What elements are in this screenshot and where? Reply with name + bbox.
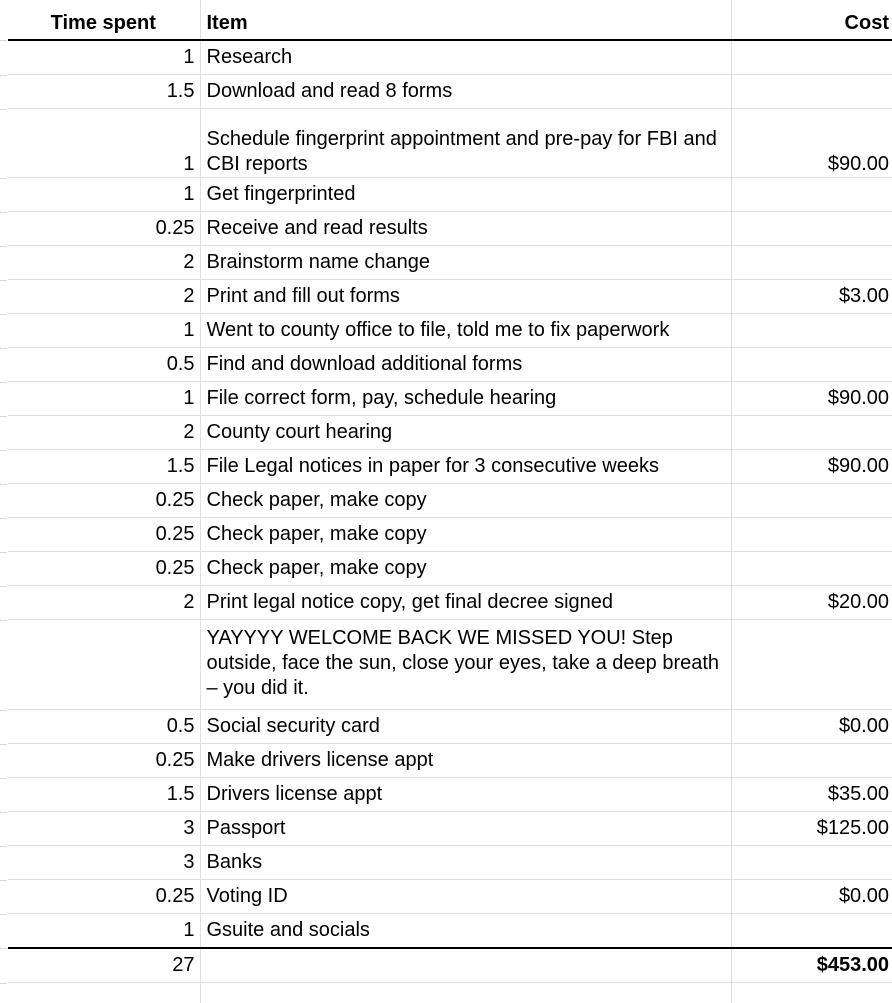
header-row <box>8 8 892 40</box>
item-cell[interactable]: Drivers license appt <box>200 778 731 812</box>
item-cell[interactable]: Print legal notice copy, get final decree signed <box>200 586 731 620</box>
item-cell[interactable]: Brainstorm name change <box>200 246 731 280</box>
row-tick <box>0 212 7 213</box>
item-cell[interactable]: File correct form, pay, schedule hearing <box>200 382 731 416</box>
cost-cell[interactable]: $35.00 <box>731 778 892 812</box>
row-tick <box>0 416 7 417</box>
table-row <box>8 812 892 846</box>
cost-cell[interactable] <box>731 914 892 949</box>
time-cell[interactable]: 2 <box>8 280 200 314</box>
time-cell[interactable]: 0.25 <box>8 212 200 246</box>
table-row <box>8 348 892 382</box>
header-item[interactable]: Item <box>200 8 731 40</box>
time-cell[interactable]: 1 <box>8 178 200 212</box>
row-tick <box>0 983 7 984</box>
total-cost-cell[interactable]: $453.00 <box>731 948 892 983</box>
row-tick <box>0 40 7 41</box>
item-cell[interactable]: Voting ID <box>200 880 731 914</box>
cost-cell[interactable] <box>731 40 892 75</box>
cost-cell[interactable] <box>731 246 892 280</box>
time-cell[interactable]: 1 <box>8 314 200 348</box>
time-cell[interactable]: 0.25 <box>8 484 200 518</box>
time-cell[interactable]: 2 <box>8 586 200 620</box>
table-row <box>8 382 892 416</box>
table-row <box>8 586 892 620</box>
time-cell[interactable]: 2 <box>8 416 200 450</box>
total-row <box>8 948 892 983</box>
row-tick <box>0 812 7 813</box>
row-tick <box>0 948 7 949</box>
item-cell[interactable]: Banks <box>200 846 731 880</box>
cost-cell[interactable] <box>731 178 892 212</box>
empty-cell[interactable] <box>8 983 200 1003</box>
cost-cell[interactable]: $90.00 <box>731 450 892 484</box>
cost-cell[interactable] <box>731 744 892 778</box>
item-cell[interactable]: Went to county office to file, told me to fix paperwork <box>200 314 731 348</box>
table-row <box>8 846 892 880</box>
item-cell[interactable]: Schedule fingerprint appointment and pre-pay for FBI and CBI reports <box>200 109 731 178</box>
table-row <box>8 778 892 812</box>
table-row <box>8 710 892 744</box>
row-gutter <box>0 0 8 988</box>
row-tick <box>0 450 7 451</box>
cost-cell[interactable]: $20.00 <box>731 586 892 620</box>
item-cell[interactable]: Gsuite and socials <box>200 914 731 949</box>
row-tick <box>0 518 7 519</box>
row-tick <box>0 778 7 779</box>
row-tick <box>0 552 7 553</box>
table-row <box>8 109 892 178</box>
row-tick <box>0 586 7 587</box>
cost-cell[interactable] <box>731 620 892 710</box>
table-row <box>8 484 892 518</box>
item-cell[interactable]: Receive and read results <box>200 212 731 246</box>
table-row <box>8 880 892 914</box>
row-tick <box>0 914 7 915</box>
row-tick <box>0 178 7 179</box>
time-cell[interactable]: 1.5 <box>8 450 200 484</box>
row-tick <box>0 620 7 621</box>
table-row <box>8 178 892 212</box>
cost-cell[interactable] <box>731 846 892 880</box>
item-cell[interactable]: YAYYYY WELCOME BACK WE MISSED YOU! Step outside, face the sun, close your eyes, take a deep breath – you did it. <box>200 620 731 710</box>
table-row <box>8 518 892 552</box>
row-tick <box>0 710 7 711</box>
time-cell[interactable]: 0.5 <box>8 348 200 382</box>
row-tick <box>0 314 7 315</box>
item-cell[interactable]: County court hearing <box>200 416 731 450</box>
table-row <box>8 450 892 484</box>
table-row <box>8 246 892 280</box>
time-cell[interactable]: 1.5 <box>8 75 200 109</box>
cost-cell[interactable]: $0.00 <box>731 710 892 744</box>
row-tick <box>0 75 7 76</box>
cost-cell[interactable] <box>731 212 892 246</box>
time-cell[interactable]: 1 <box>8 109 200 178</box>
row-tick <box>0 280 7 281</box>
empty-cell[interactable] <box>731 983 892 1003</box>
table-row <box>8 620 892 710</box>
row-tick <box>0 382 7 383</box>
cost-cell[interactable]: $0.00 <box>731 880 892 914</box>
row-tick <box>0 484 7 485</box>
cost-cell[interactable] <box>731 314 892 348</box>
table-row <box>8 314 892 348</box>
cost-cell[interactable] <box>731 484 892 518</box>
time-cell[interactable]: 0.5 <box>8 710 200 744</box>
row-tick <box>0 880 7 881</box>
row-tick <box>0 246 7 247</box>
time-cell[interactable]: 1 <box>8 914 200 949</box>
cost-cell[interactable]: $90.00 <box>731 382 892 416</box>
time-cell[interactable]: 1 <box>8 40 200 75</box>
row-tick <box>0 744 7 745</box>
item-cell[interactable]: File Legal notices in paper for 3 consecutive weeks <box>200 450 731 484</box>
table-row <box>8 914 892 949</box>
time-cell[interactable]: 0.25 <box>8 880 200 914</box>
time-cell[interactable]: 1 <box>8 382 200 416</box>
cost-cell[interactable] <box>731 552 892 586</box>
cost-cell[interactable] <box>731 75 892 109</box>
item-cell[interactable]: Research <box>200 40 731 75</box>
item-cell[interactable]: Social security card <box>200 710 731 744</box>
item-cell[interactable]: Check paper, make copy <box>200 552 731 586</box>
item-cell[interactable]: Passport <box>200 812 731 846</box>
table-row <box>8 212 892 246</box>
table-row <box>8 280 892 314</box>
empty-row <box>8 983 892 1003</box>
item-cell[interactable]: Check paper, make copy <box>200 518 731 552</box>
item-cell[interactable]: Get fingerprinted <box>200 178 731 212</box>
table-row <box>8 416 892 450</box>
header-time-spent[interactable]: Time spent <box>8 8 200 40</box>
item-cell[interactable]: Print and fill out forms <box>200 280 731 314</box>
time-cell[interactable]: 3 <box>8 846 200 880</box>
time-cell[interactable]: 1.5 <box>8 778 200 812</box>
total-item-cell[interactable] <box>200 948 731 983</box>
item-cell[interactable]: Check paper, make copy <box>200 484 731 518</box>
time-cell[interactable]: 0.25 <box>8 552 200 586</box>
cost-cell[interactable] <box>731 348 892 382</box>
row-tick <box>0 846 7 847</box>
table-row <box>8 75 892 109</box>
empty-cell[interactable] <box>200 983 731 1003</box>
cost-cell[interactable] <box>731 518 892 552</box>
item-cell[interactable]: Make drivers license appt <box>200 744 731 778</box>
header-cost[interactable]: Cost <box>731 8 892 40</box>
cost-cell[interactable]: $90.00 <box>731 109 892 178</box>
time-cell[interactable]: 0.25 <box>8 744 200 778</box>
table-row <box>8 552 892 586</box>
total-time-cell[interactable]: 27 <box>8 948 200 983</box>
row-tick <box>0 348 7 349</box>
table-row <box>8 744 892 778</box>
time-cell[interactable]: 2 <box>8 246 200 280</box>
cost-table <box>8 8 892 1003</box>
item-cell[interactable]: Download and read 8 forms <box>200 75 731 109</box>
cost-cell[interactable]: $3.00 <box>731 280 892 314</box>
time-cell[interactable]: 0.25 <box>8 518 200 552</box>
table-row <box>8 40 892 75</box>
time-cell[interactable] <box>8 620 200 710</box>
cost-cell[interactable]: $125.00 <box>731 812 892 846</box>
item-cell[interactable]: Find and download additional forms <box>200 348 731 382</box>
time-cell[interactable]: 3 <box>8 812 200 846</box>
row-tick <box>0 109 7 110</box>
cost-cell[interactable] <box>731 416 892 450</box>
